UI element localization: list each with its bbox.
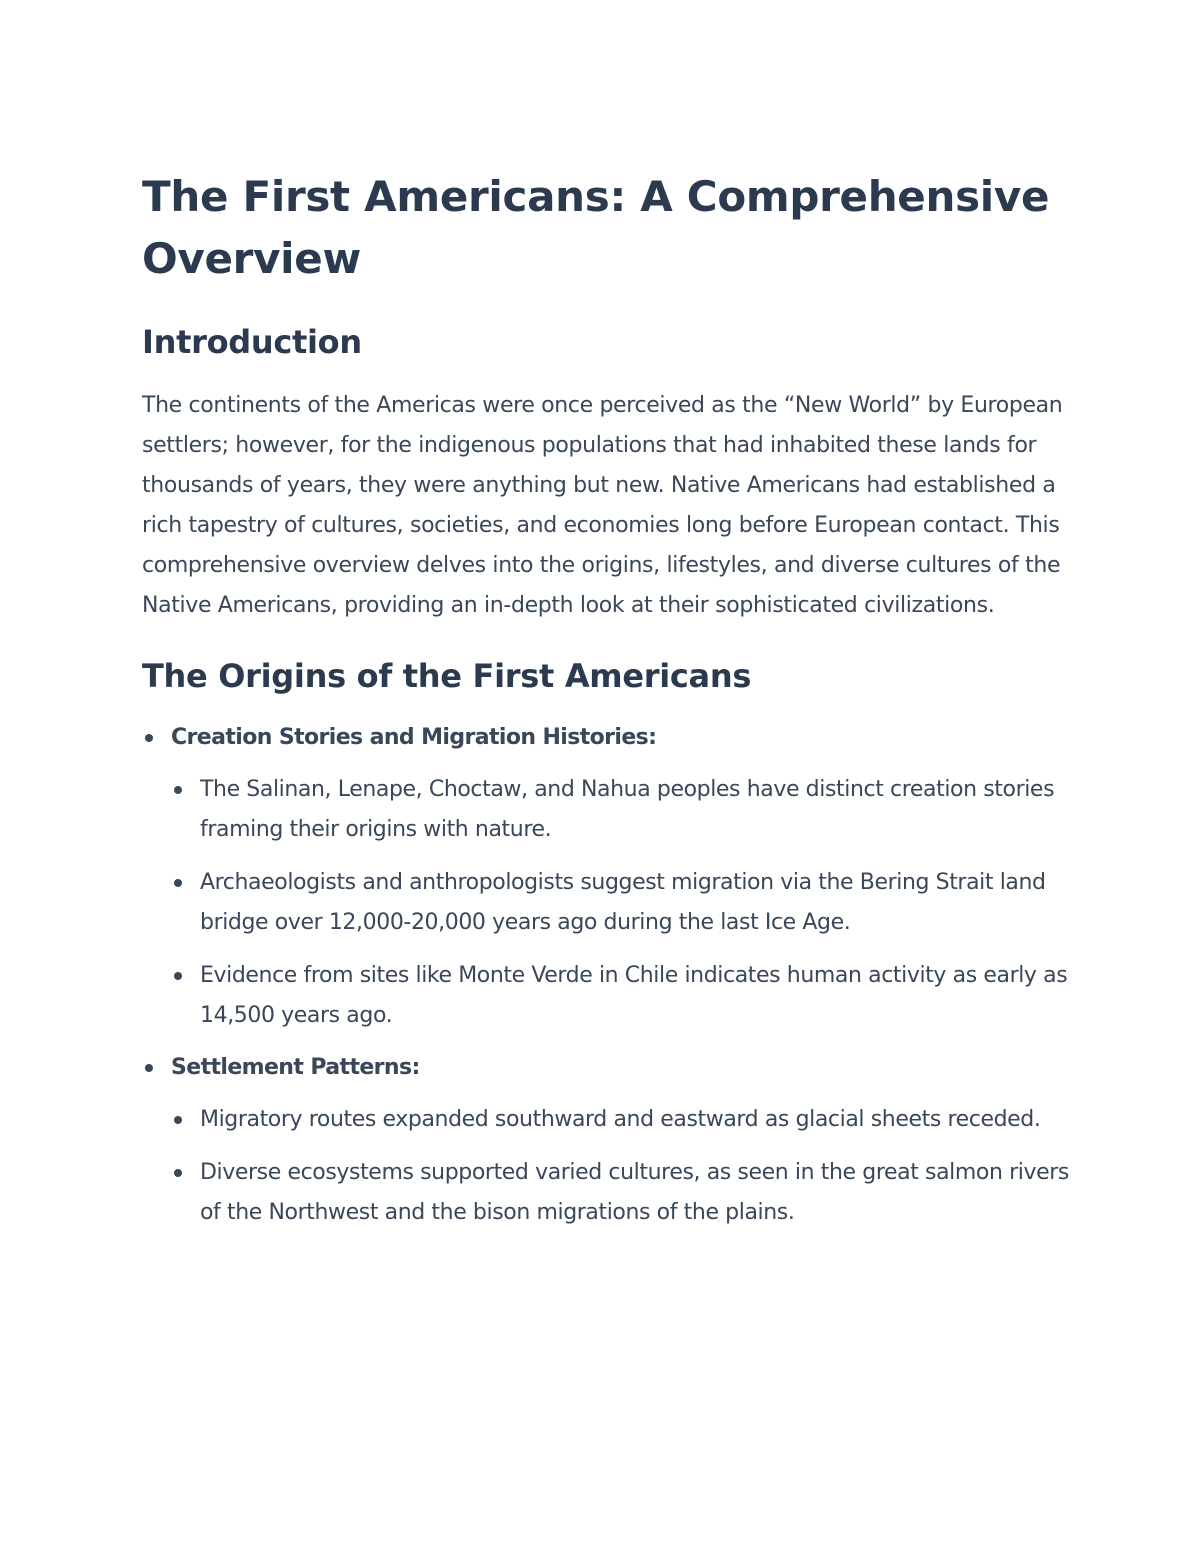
sub-list-item-text: Evidence from sites like Monte Verde in Chile indicates human activity as early as 14,500 years ago. (200, 963, 1068, 1028)
list-item-label: Creation Stories and Migration Histories: (171, 725, 657, 750)
sub-list-item (171, 956, 1072, 1036)
sub-list-item (171, 1100, 1072, 1140)
origins-heading: The Origins of the First Americans (142, 657, 752, 695)
bullet-icon (174, 1169, 182, 1177)
document-title: The First Americans: A Comprehensive Overview (142, 172, 1050, 283)
introduction-paragraph: The continents of the Americas were once perceived as the “New World” by European settlers; however, for the indigenous populations that had inhabited these lands for thousands of years, they were anything but new. Native Americans had established a rich tapestry of cultures, societies, and economies long before European contact. This comprehensive overview delves into the origins, lifestyles, and diverse cultures of the Native Americans, providing an in-depth look at their sophisticated civilizations. (142, 393, 1063, 618)
list-item-creation-stories (142, 718, 1072, 1036)
sub-list-item-text: Archaeologists and anthropologists suggest migration via the Bering Strait land bridge over 12,000-20,000 years ago during the last Ice Age. (200, 870, 1046, 935)
sub-list-item (171, 770, 1072, 850)
sub-list-item-text: The Salinan, Lenape, Choctaw, and Nahua peoples have distinct creation stories framing their origins with nature. (200, 777, 1055, 842)
bullet-icon (145, 734, 153, 742)
bullet-icon (174, 972, 182, 980)
bullet-icon (145, 1064, 153, 1072)
list-item-settlement-patterns (142, 1048, 1072, 1233)
document-page (142, 166, 1072, 1233)
sub-list (171, 770, 1072, 1036)
sub-list-item-text: Migratory routes expanded southward and eastward as glacial sheets receded. (200, 1107, 1041, 1132)
bullet-icon (174, 879, 182, 887)
introduction-heading: Introduction (142, 323, 362, 361)
sub-list-item (171, 863, 1072, 943)
origins-list (142, 718, 1072, 1233)
bullet-icon (174, 1116, 182, 1124)
list-item-label: Settlement Patterns: (171, 1055, 420, 1080)
bullet-icon (174, 786, 182, 794)
sub-list-item-text: Diverse ecosystems supported varied cultures, as seen in the great salmon rivers of the Northwest and the bison migrations of the plains. (200, 1160, 1069, 1225)
sub-list-item (171, 1153, 1072, 1233)
sub-list (171, 1100, 1072, 1233)
